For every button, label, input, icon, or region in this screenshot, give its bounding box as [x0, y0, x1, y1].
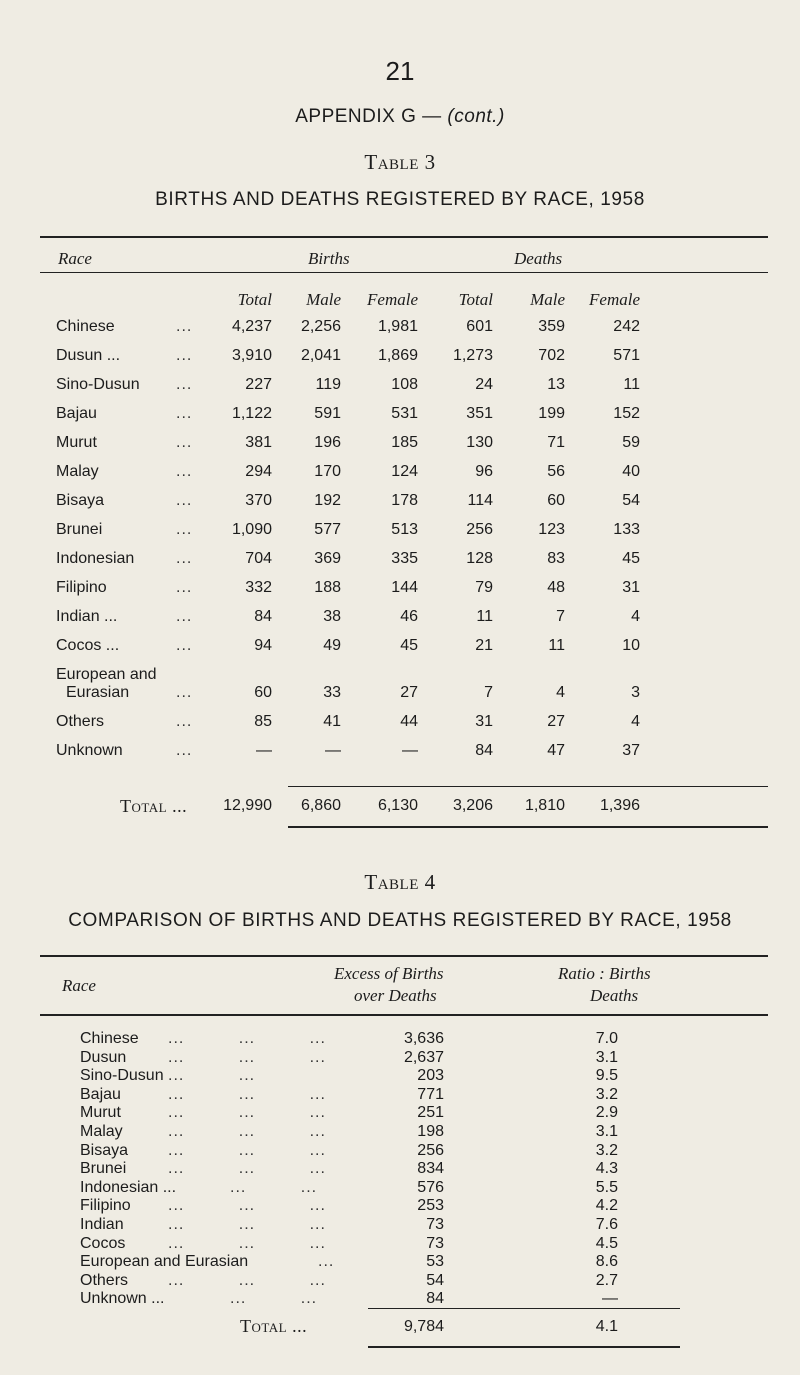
table3-subheader: Total [237, 290, 272, 309]
table-cell: 11 [548, 637, 565, 654]
table3-header-births: Births [308, 249, 350, 268]
table-cell: 1,090 [231, 521, 272, 538]
table-cell: 251 [417, 1104, 444, 1122]
table-cell: 601 [466, 318, 493, 335]
table-cell: 2,256 [300, 318, 341, 335]
table-cell: 335 [391, 550, 418, 567]
table-cell: 41 [323, 713, 341, 730]
table-cell: 3 [631, 684, 640, 701]
table-cell: 199 [538, 405, 565, 422]
table-cell: 60 [547, 492, 565, 509]
table-cell: 571 [613, 347, 640, 364]
table-cell: 3.1 [595, 1123, 618, 1140]
table-cell: 114 [467, 492, 493, 509]
table-cell: 31 [622, 579, 640, 596]
table-cell: 381 [245, 434, 272, 451]
table-cell: 1,981 [377, 318, 418, 335]
table3-header-deaths: Deaths [514, 249, 563, 268]
table-cell: 24 [475, 376, 493, 393]
leader-dots: ... [176, 347, 193, 364]
leader-dots: ... [176, 318, 193, 335]
table-cell: 704 [245, 550, 272, 567]
table3-subheader: Female [367, 290, 418, 309]
table-cell: 170 [314, 463, 341, 480]
race-label: Indian [80, 1216, 124, 1233]
table-cell: 31 [475, 713, 493, 730]
race-label: Brunei [80, 1160, 127, 1178]
table-cell: 45 [400, 637, 418, 654]
leader-dots: ... ... ... [168, 1216, 326, 1233]
table3-subheader: Male [306, 290, 341, 309]
table-cell: 591 [314, 405, 341, 422]
table-cell: 253 [417, 1197, 444, 1215]
table-cell: 37 [622, 742, 640, 759]
table3-total-label: Total ... [120, 796, 188, 816]
table4-header-ratio-1: Ratio : Births [558, 964, 651, 983]
leader-dots: ... [176, 742, 193, 759]
table-cell: 3.2 [595, 1141, 618, 1159]
table-cell: 10 [622, 637, 640, 654]
table-cell: 48 [547, 579, 565, 596]
table3-bottom-rule [288, 826, 768, 828]
table-cell: 577 [314, 521, 341, 538]
race-label: Filipino [80, 1197, 131, 1215]
table-cell: 332 [245, 579, 272, 596]
table-total-cell: 1,396 [599, 797, 640, 814]
race-label: Bajau [80, 1085, 121, 1103]
table4-header-race: Race [62, 976, 96, 995]
table-cell: 21 [475, 637, 493, 654]
table-cell: 47 [547, 742, 565, 759]
table-cell: 576 [417, 1178, 444, 1196]
race-label: Murut [80, 1104, 121, 1122]
table-cell: 133 [613, 521, 640, 538]
table-cell: 188 [314, 579, 341, 596]
table4-total-label: Total ... [240, 1316, 308, 1336]
table-cell: 2.9 [595, 1104, 618, 1122]
table-cell: 4,237 [231, 318, 272, 335]
table-cell: 38 [323, 608, 341, 625]
table-cell: 294 [245, 463, 272, 480]
table4-bottom-rule [368, 1346, 680, 1348]
table-total-cell: 6,860 [300, 797, 341, 814]
table-cell: 351 [466, 405, 493, 422]
race-label: Dusun [80, 1048, 127, 1066]
table-cell: 359 [538, 318, 565, 335]
table-cell: 56 [547, 463, 565, 480]
leader-dots: ... [176, 713, 193, 730]
table-cell: 5.5 [595, 1178, 618, 1196]
table-cell: 7 [556, 608, 565, 625]
table-cell: 3,636 [403, 1030, 444, 1047]
race-label: Sino-Dusun [56, 376, 140, 393]
table-cell: 84 [475, 742, 493, 759]
table-cell: 73 [426, 1234, 444, 1252]
table3-total-rule [288, 786, 768, 787]
table-cell: 8.6 [595, 1253, 618, 1271]
table-cell: 83 [547, 550, 565, 567]
table-cell: 73 [426, 1216, 444, 1233]
table-cell: 185 [391, 434, 418, 451]
table-cell: 46 [400, 608, 418, 625]
race-label: European and Eurasian [80, 1253, 249, 1271]
race-label: Dusun ... [56, 347, 121, 364]
table-cell: 33 [323, 684, 341, 701]
table-cell: 513 [391, 521, 418, 538]
appendix-title: APPENDIX G — [295, 106, 442, 127]
table-cell: 40 [622, 463, 640, 480]
leader-dots: ... ... ... [168, 1085, 326, 1103]
table-cell: 53 [426, 1253, 444, 1271]
table-cell: 119 [315, 376, 341, 393]
table4-total-ratio: 4.1 [595, 1318, 618, 1335]
table-cell: 531 [391, 405, 418, 422]
race-label: Indonesian ... [80, 1178, 177, 1196]
race-label: Unknown [56, 742, 123, 759]
table3-title: BIRTHS AND DEATHS REGISTERED BY RACE, 1958 [155, 189, 645, 210]
table-total-cell: 12,990 [223, 797, 272, 814]
table-cell: 94 [254, 637, 272, 654]
leader-dots: ... ... ... [168, 1141, 326, 1159]
leader-dots: ... [176, 550, 193, 567]
table4-header-excess-2: over Deaths [354, 986, 437, 1005]
table-cell: 4.3 [595, 1160, 618, 1178]
race-label-line2: Eurasian [66, 684, 130, 701]
table-cell: 4 [631, 713, 640, 730]
leader-dots: ... ... ... [168, 1048, 326, 1066]
table-cell: 108 [391, 376, 418, 393]
table-cell: 11 [623, 376, 640, 393]
table4-header-ratio-2: Deaths [590, 986, 639, 1005]
table-cell: 96 [475, 463, 493, 480]
table-total-cell: 6,130 [377, 797, 418, 814]
leader-dots: ... ... [230, 1178, 318, 1196]
leader-dots: ... [176, 492, 193, 509]
table-cell: 4 [631, 608, 640, 625]
table-cell: 54 [426, 1271, 444, 1289]
table-cell: — [602, 1290, 618, 1308]
table-cell: 3.2 [595, 1085, 618, 1103]
race-label: Malay [56, 463, 99, 480]
table-cell: 54 [622, 492, 640, 509]
leader-dots: ... [318, 1253, 335, 1271]
table-cell: 2,041 [300, 347, 341, 364]
leader-dots: ... ... ... [168, 1271, 326, 1289]
table-cell: 198 [417, 1123, 444, 1140]
race-label: Bisaya [56, 492, 105, 509]
table-cell: 771 [417, 1085, 444, 1103]
race-label: Cocos ... [56, 637, 120, 654]
table3-subheader: Female [589, 290, 640, 309]
table4-total-rule [368, 1308, 680, 1309]
table-cell: 369 [314, 550, 341, 567]
table-cell: 242 [613, 318, 640, 335]
race-label: Sino-Dusun [80, 1067, 164, 1085]
table-cell: 85 [254, 713, 272, 730]
table-cell: 227 [245, 376, 272, 393]
table-cell: 59 [622, 434, 640, 451]
appendix-heading [0, 106, 800, 128]
table-cell: 3.1 [595, 1048, 618, 1066]
race-label: Cocos [80, 1234, 126, 1252]
table-cell: 27 [400, 684, 418, 701]
table-cell: 124 [391, 463, 418, 480]
table-cell: 49 [323, 637, 341, 654]
table3-subheader: Total [458, 290, 493, 309]
table-cell: 256 [466, 521, 493, 538]
table-cell: — [402, 742, 418, 759]
table-cell: 178 [391, 492, 418, 509]
table-cell: 144 [391, 579, 418, 596]
table-cell: 44 [400, 713, 418, 730]
leader-dots: ... [176, 579, 193, 596]
table3-header-race: Race [58, 249, 92, 268]
leader-dots: ... ... ... [168, 1123, 326, 1140]
race-label: Murut [56, 434, 97, 451]
table-cell: 7.6 [595, 1216, 618, 1233]
leader-dots: ... [176, 608, 193, 625]
table-cell: 3,910 [231, 347, 272, 364]
race-label: Bisaya [80, 1141, 129, 1159]
leader-dots: ... ... ... [168, 1104, 326, 1122]
table4-top-rule [40, 955, 768, 957]
table4-total-excess: 9,784 [403, 1318, 444, 1335]
race-label: Brunei [56, 521, 103, 538]
table-cell: 2,637 [403, 1048, 444, 1066]
leader-dots: ... ... [168, 1067, 256, 1085]
table-cell: 834 [417, 1160, 444, 1178]
table3-subheader: Male [530, 290, 565, 309]
leader-dots: ... ... ... [168, 1197, 326, 1215]
race-label: Others [80, 1271, 129, 1289]
table-cell: 196 [314, 434, 341, 451]
table-cell: 256 [417, 1141, 444, 1159]
leader-dots: ... [176, 434, 193, 451]
table-cell: 130 [466, 434, 493, 451]
table-total-cell: 3,206 [452, 797, 493, 814]
race-label: Unknown ... [80, 1290, 165, 1308]
table-cell: 123 [538, 521, 565, 538]
appendix-cont: (cont.) [447, 106, 505, 127]
table-cell: 1,273 [452, 347, 493, 364]
table-cell: 13 [547, 376, 565, 393]
leader-dots: ... [176, 405, 193, 422]
table-cell: 152 [613, 405, 640, 422]
leader-dots: ... [176, 463, 193, 480]
table-cell: 370 [245, 492, 272, 509]
race-label: Chinese [80, 1030, 139, 1047]
page-number: 21 [385, 56, 415, 86]
table-cell: 4.5 [595, 1234, 618, 1252]
race-label: Bajau [56, 405, 97, 422]
race-label: Malay [80, 1123, 123, 1140]
table-cell: 2.7 [595, 1271, 618, 1289]
leader-dots: ... ... [230, 1290, 318, 1308]
table-cell: 84 [254, 608, 272, 625]
table-cell: — [256, 742, 272, 759]
table-cell: 203 [417, 1067, 444, 1085]
table3-group-rule [40, 272, 768, 273]
table4-title: COMPARISON OF BIRTHS AND DEATHS REGISTERED BY RACE, 1958 [68, 910, 732, 931]
table-cell: 84 [426, 1290, 444, 1308]
table-cell: 27 [547, 713, 565, 730]
table-cell: 7.0 [595, 1030, 618, 1047]
table4-label: Table 4 [364, 870, 436, 894]
table-cell: 45 [622, 550, 640, 567]
table-cell: 192 [314, 492, 341, 509]
leader-dots: ... ... ... [168, 1160, 326, 1178]
table-cell: 4 [556, 684, 565, 701]
table-cell: 60 [254, 684, 272, 701]
race-label: European and [56, 666, 157, 683]
table-total-cell: 1,810 [524, 797, 565, 814]
leader-dots: ... [176, 684, 193, 701]
leader-dots: ... ... ... [168, 1030, 326, 1047]
leader-dots: ... ... ... [168, 1234, 326, 1252]
race-label: Indian ... [56, 608, 118, 625]
table-cell: 1,122 [231, 405, 272, 422]
table-cell: 7 [484, 684, 493, 701]
race-label: Indonesian [56, 550, 135, 567]
table-cell: 9.5 [595, 1067, 618, 1085]
table3-top-rule [40, 236, 768, 238]
table4-header-excess-1: Excess of Births [334, 964, 444, 983]
table-cell: 1,869 [377, 347, 418, 364]
race-label: Filipino [56, 579, 107, 596]
table-cell: 702 [538, 347, 565, 364]
table-cell: 79 [475, 579, 493, 596]
leader-dots: ... [176, 637, 193, 654]
table-cell: — [325, 742, 341, 759]
table-cell: 71 [547, 434, 565, 451]
table-cell: 128 [466, 550, 493, 567]
leader-dots: ... [176, 376, 193, 393]
race-label: Chinese [56, 318, 115, 335]
table-cell: 4.2 [595, 1197, 618, 1215]
table4-header-rule [40, 1014, 768, 1016]
table3-label: Table 3 [364, 150, 436, 174]
table-cell: 11 [476, 608, 493, 625]
leader-dots: ... [176, 521, 193, 538]
race-label: Others [56, 713, 105, 730]
